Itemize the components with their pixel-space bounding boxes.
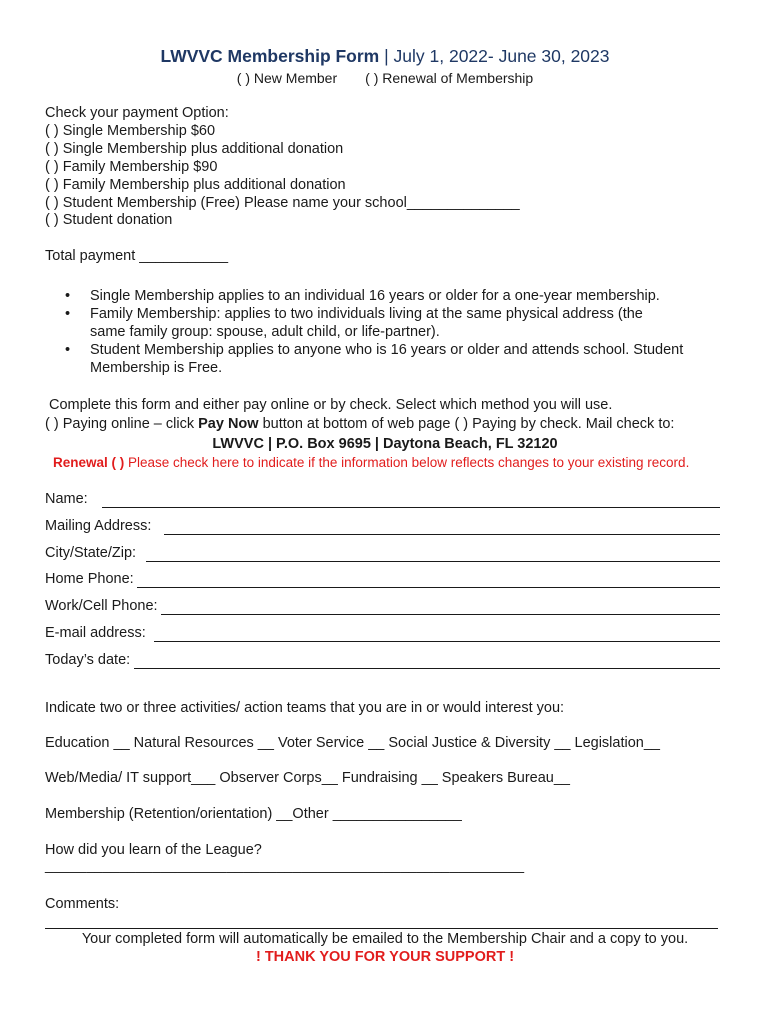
page-title — [0, 47, 770, 65]
form-title: LWVVC Membership Form — [160, 46, 380, 66]
mailing-input-line[interactable] — [164, 520, 720, 535]
payment-option-single[interactable]: ( ) Single Membership $60 — [45, 123, 216, 139]
home-phone-input-line[interactable] — [137, 573, 720, 588]
payment-method-row — [45, 415, 674, 433]
mailing-address: LWVVC | P.O. Box 9695 | Daytona Beach, FL 32120 — [212, 436, 558, 452]
form-dates: | July 1, 2022- June 30, 2023 — [379, 46, 610, 66]
activities-prompt: Indicate two or three activities/ action teams that you are in or would interest you: — [45, 700, 565, 716]
payment-option-family-donation[interactable]: ( ) Family Membership plus additional donation — [45, 177, 346, 193]
payment-option-student-donation[interactable]: ( ) Student donation — [45, 212, 173, 228]
mailing-address-field[interactable] — [45, 517, 720, 535]
note-student: • Student Membership applies to anyone who is 16 years or older and attends school. Student Membership is Free. — [62, 341, 690, 377]
work-phone-field[interactable] — [45, 597, 720, 615]
name-label: Name: — [45, 491, 88, 507]
city-label: City/State/Zip: — [45, 545, 137, 561]
mailing-label: Mailing Address: — [45, 518, 152, 534]
membership-type-row — [0, 69, 770, 87]
renewal-option[interactable]: ( ) Renewal of Membership — [365, 70, 534, 86]
todays-date-field[interactable] — [45, 651, 720, 669]
date-label: Today’s date: — [45, 652, 131, 668]
renewal-checkbox[interactable]: Renewal ( ) — [53, 455, 125, 470]
membership-notes — [62, 287, 712, 377]
comments-input-line[interactable] — [45, 928, 718, 929]
email-field[interactable] — [45, 624, 720, 642]
total-payment-field[interactable]: Total payment ___________ — [45, 248, 229, 264]
email-input-line[interactable] — [154, 627, 720, 642]
work-phone-input-line[interactable] — [161, 600, 720, 615]
activities-row-1[interactable]: Education __ Natural Resources __ Voter Service __ Social Justice & Diversity __ Legislation__ — [45, 735, 660, 751]
payment-option-single-donation[interactable]: ( ) Single Membership plus additional donation — [45, 141, 344, 157]
pay-online-text[interactable]: ( ) Paying online – click — [45, 416, 199, 432]
payment-option-family[interactable]: ( ) Family Membership $90 — [45, 159, 218, 175]
note-single: • Single Membership applies to an individual 16 years or older for a one-year membership. — [62, 287, 712, 305]
comments-label: Comments: — [45, 896, 120, 912]
activities-row-3[interactable]: Membership (Retention/orientation) __Other ________________ — [45, 806, 462, 822]
email-label: E-mail address: — [45, 625, 146, 641]
thank-you-message: ! THANK YOU FOR YOUR SUPPORT ! — [255, 949, 515, 965]
instructions-line: Complete this form and either pay online or by check. Select which method you will use. — [49, 397, 613, 413]
payment-option-student[interactable]: ( ) Student Membership (Free) Please name your school______________ — [45, 195, 520, 211]
home-phone-label: Home Phone: — [45, 571, 134, 587]
new-member-option[interactable]: ( ) New Member — [236, 70, 338, 86]
renewal-notice — [53, 454, 689, 472]
date-input-line[interactable] — [134, 654, 720, 669]
pay-now-label: Pay Now — [198, 416, 259, 432]
renewal-notice-text: Please check here to indicate if the information below reflects changes to your existing record. — [124, 455, 690, 470]
league-question: How did you learn of the League? — [45, 842, 262, 858]
league-answer-line[interactable]: __________________________________________________________ — [45, 858, 525, 874]
footer-note: Your completed form will automatically be emailed to the Membership Chair and a copy to you. — [81, 931, 689, 947]
note-family: • Family Membership: applies to two individuals living at the same physical address (the same family group: spouse, adult child, or life-partner). — [62, 305, 650, 341]
name-input-line[interactable] — [102, 493, 720, 508]
activities-row-2[interactable]: Web/Media/ IT support___ Observer Corps__ Fundraising __ Speakers Bureau__ — [45, 770, 570, 786]
city-input-line[interactable] — [146, 547, 720, 562]
work-phone-label: Work/Cell Phone: — [45, 598, 158, 614]
city-state-zip-field[interactable] — [45, 544, 720, 562]
home-phone-field[interactable] — [45, 570, 720, 588]
name-field[interactable] — [45, 490, 720, 508]
payment-heading: Check your payment Option: — [45, 105, 229, 121]
pay-by-check-text[interactable]: button at bottom of web page ( ) Paying by check. Mail check to: — [258, 416, 675, 432]
